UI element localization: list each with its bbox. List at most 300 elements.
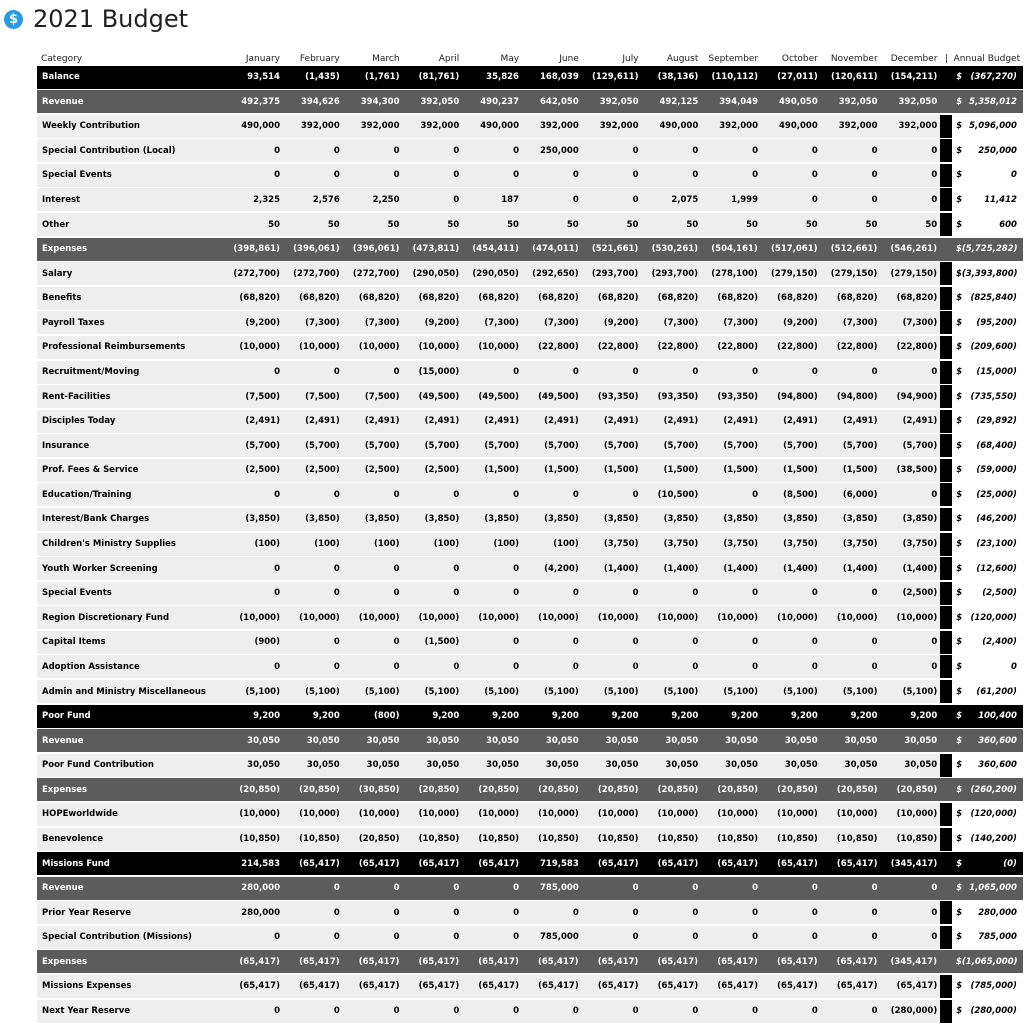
month-value: (22,800): [657, 342, 699, 353]
month-value: 0: [274, 367, 280, 378]
month-value: 1,999: [731, 194, 758, 205]
table-row: [37, 901, 1023, 924]
month-value: (10,000): [836, 612, 878, 623]
column-divider: [940, 508, 952, 531]
column-divider: [940, 901, 952, 924]
month-value: 50: [387, 219, 400, 230]
month-value: 0: [572, 661, 579, 672]
month-value: 0: [632, 1006, 639, 1017]
month-value: (3,850): [902, 514, 938, 525]
month-value: 0: [453, 932, 460, 943]
table-row: [37, 434, 1023, 457]
month-value: (10,000): [657, 809, 699, 820]
annual-value: (260,200): [970, 784, 1017, 795]
month-value: 394,300: [360, 96, 400, 107]
subtotal-row: [37, 877, 1023, 900]
month-value: (5,100): [783, 686, 818, 697]
annual-budget-cell: [952, 729, 1023, 752]
currency-symbol: $: [956, 440, 963, 451]
month-value: 0: [632, 194, 639, 205]
month-value: (65,417): [597, 981, 639, 992]
month-value: (2,500): [305, 465, 340, 476]
month-value: (7,300): [544, 317, 579, 328]
annual-budget-cell: [952, 434, 1023, 457]
currency-symbol: $: [956, 416, 963, 427]
currency-symbol: $: [956, 858, 963, 869]
month-value: (398,861): [233, 244, 280, 255]
month-value: 0: [752, 145, 758, 156]
month-value: 0: [393, 883, 400, 894]
month-value: (1,400): [723, 563, 758, 574]
month-value: 0: [752, 1006, 758, 1017]
header-annual-budget: Annual Budget: [953, 54, 1021, 64]
month-value: 0: [632, 170, 639, 181]
currency-symbol: $: [956, 489, 963, 500]
month-value: (65,417): [418, 981, 460, 992]
month-value: 0: [811, 170, 818, 181]
month-value: 0: [572, 194, 579, 205]
table-row: [37, 606, 1023, 629]
month-value: (2,500): [245, 465, 280, 476]
month-value: (5,700): [245, 440, 280, 451]
month-value: 642,050: [540, 96, 579, 107]
month-value: (110,112): [711, 72, 758, 83]
column-divider: [940, 287, 952, 310]
month-value: 30,050: [725, 760, 758, 771]
annual-budget-cell: [952, 459, 1023, 482]
month-value: (65,417): [299, 956, 340, 967]
annual-value: 250,000: [978, 145, 1017, 156]
table-row: [37, 311, 1023, 334]
month-value: (345,417): [890, 858, 938, 869]
month-value: (2,491): [364, 416, 400, 427]
month-value: 0: [632, 637, 639, 648]
month-value: (293,700): [651, 268, 699, 279]
month-value: 392,000: [838, 121, 878, 132]
month-value: (65,417): [478, 981, 519, 992]
month-value: 0: [393, 170, 400, 181]
month-value: 0: [453, 145, 460, 156]
month-value: (2,491): [245, 416, 280, 427]
column-divider: [940, 90, 952, 113]
row-label: Revenue: [42, 735, 84, 746]
month-value: 0: [333, 170, 340, 181]
month-value: (20,850): [777, 784, 818, 795]
month-value: 0: [453, 883, 460, 894]
month-value: (22,800): [836, 342, 878, 353]
currency-symbol: $: [956, 834, 963, 844]
currency-symbol: $: [956, 72, 963, 83]
currency-symbol: $: [956, 711, 963, 722]
currency-symbol: $: [956, 981, 963, 992]
header-month: November: [830, 54, 878, 64]
month-value: (5,100): [364, 686, 400, 697]
month-value: 0: [274, 170, 280, 181]
table-row: [37, 459, 1023, 482]
month-value: (2,491): [544, 416, 579, 427]
month-value: (3,750): [783, 539, 818, 550]
month-value: 9,200: [551, 711, 579, 722]
annual-value: (2,400): [982, 637, 1017, 648]
annual-budget-cell: [952, 508, 1023, 531]
month-value: (65,417): [836, 981, 878, 992]
currency-symbol: $: [956, 883, 963, 894]
month-value: 0: [393, 588, 400, 599]
month-value: (7,500): [305, 391, 340, 402]
month-value: 0: [513, 661, 519, 672]
month-value: 0: [752, 170, 758, 181]
month-value: (65,417): [478, 956, 519, 967]
row-label: Expenses: [42, 784, 88, 795]
month-value: 0: [333, 588, 340, 599]
month-value: (3,850): [842, 514, 878, 525]
month-value: (10,000): [418, 342, 460, 353]
month-value: (10,850): [478, 834, 519, 844]
month-value: 0: [752, 588, 758, 599]
column-divider: [940, 213, 952, 236]
month-value: 30,050: [904, 735, 938, 746]
month-value: 0: [931, 170, 938, 181]
column-divider: [940, 754, 952, 777]
budget-table: [37, 49, 1023, 1023]
row-label: Disciples Today: [42, 416, 116, 427]
month-value: 0: [871, 661, 878, 672]
month-value: (1,500): [723, 465, 758, 476]
month-value: 0: [274, 563, 280, 574]
section-row: [37, 66, 1023, 89]
month-value: 0: [871, 588, 878, 599]
month-value: 0: [333, 932, 340, 943]
table-row: [37, 385, 1023, 408]
month-value: (1,435): [305, 72, 340, 83]
month-value: (5,100): [842, 686, 878, 697]
month-value: 30,050: [366, 735, 400, 746]
column-divider: [940, 139, 952, 162]
currency-symbol: $: [956, 342, 963, 353]
month-value: (9,200): [603, 317, 639, 328]
month-value: 0: [393, 661, 400, 672]
month-value: 0: [811, 367, 818, 378]
currency-symbol: $: [956, 96, 963, 107]
annual-value: (367,270): [970, 72, 1017, 83]
annual-value: 0: [1011, 661, 1017, 672]
month-value: 0: [393, 145, 400, 156]
month-value: (279,150): [890, 268, 937, 279]
month-value: 9,200: [492, 711, 519, 722]
month-value: (10,000): [239, 612, 280, 623]
month-value: (9,200): [245, 317, 280, 328]
annual-value: 1,065,000: [969, 883, 1017, 894]
month-value: (10,000): [358, 612, 400, 623]
column-divider: [940, 680, 952, 703]
column-divider: [940, 434, 952, 457]
month-value: (68,820): [896, 293, 938, 304]
month-value: 0: [752, 637, 758, 648]
month-value: 0: [333, 563, 340, 574]
month-value: (5,100): [603, 686, 639, 697]
month-value: (5,100): [305, 686, 340, 697]
column-divider: [940, 950, 952, 973]
column-divider: [940, 877, 952, 900]
row-label: Insurance: [42, 440, 90, 451]
annual-value: (29,892): [976, 416, 1017, 427]
month-value: (49,500): [478, 391, 519, 402]
currency-symbol: $: [956, 784, 963, 795]
month-value: (5,100): [484, 686, 519, 697]
table-row: [37, 1000, 1023, 1023]
annual-budget-cell: [952, 287, 1023, 310]
annual-budget-cell: [952, 852, 1023, 875]
month-value: 50: [805, 219, 818, 230]
month-value: 0: [632, 588, 639, 599]
month-value: (94,800): [777, 391, 818, 402]
month-value: 0: [572, 907, 579, 918]
month-value: (10,000): [299, 342, 340, 353]
row-label: Adoption Assistance: [42, 661, 140, 672]
month-value: 490,000: [480, 121, 519, 132]
table-row: [37, 533, 1023, 556]
table-row: [37, 262, 1023, 285]
annual-value: (0): [1003, 858, 1017, 869]
currency-symbol: $: [955, 244, 962, 255]
month-value: (10,500): [657, 489, 699, 500]
month-value: 0: [752, 489, 758, 500]
annual-value: (68,400): [976, 440, 1017, 451]
month-value: 9,200: [910, 711, 938, 722]
month-value: 0: [453, 563, 460, 574]
month-value: 0: [931, 145, 938, 156]
month-value: (10,000): [538, 612, 579, 623]
row-label: Admin and Ministry Miscellaneous: [42, 686, 206, 697]
month-value: 0: [513, 588, 519, 599]
table-row: [37, 680, 1023, 703]
column-divider: [940, 582, 952, 605]
row-label: Prior Year Reserve: [42, 907, 131, 918]
month-value: (10,850): [717, 834, 758, 844]
month-value: (10,000): [358, 342, 400, 353]
table-row: [37, 410, 1023, 433]
month-value: (9,200): [424, 317, 460, 328]
month-value: (65,417): [836, 956, 878, 967]
month-value: (512,661): [830, 244, 878, 255]
month-value: (5,700): [663, 440, 699, 451]
annual-budget-cell: [952, 139, 1023, 162]
header-month: September: [708, 54, 759, 64]
month-value: 490,050: [779, 96, 818, 107]
currency-symbol: $: [956, 809, 963, 820]
month-value: (65,417): [777, 981, 818, 992]
month-value: 2,250: [372, 194, 400, 205]
month-value: (5,100): [663, 686, 699, 697]
month-value: 280,000: [241, 907, 280, 918]
row-label: Interest/Bank Charges: [42, 514, 150, 525]
currency-symbol: $: [956, 907, 963, 918]
row-label: Special Events: [42, 588, 112, 599]
month-value: (65,417): [776, 956, 818, 967]
month-value: 0: [752, 907, 758, 918]
annual-value: (46,200): [976, 514, 1017, 525]
month-value: (68,820): [717, 293, 758, 304]
month-value: 9,200: [432, 711, 460, 722]
month-value: 0: [513, 489, 519, 500]
month-value: 0: [393, 1006, 400, 1017]
annual-budget-cell: [952, 164, 1023, 187]
annual-budget-cell: [952, 680, 1023, 703]
month-value: 0: [333, 367, 340, 378]
row-label: Weekly Contribution: [42, 121, 140, 132]
month-value: (5,100): [245, 686, 280, 697]
month-value: 0: [333, 145, 340, 156]
month-value: 394,049: [719, 96, 758, 107]
column-divider: [940, 385, 952, 408]
month-value: (3,750): [663, 539, 699, 550]
month-value: 30,050: [486, 735, 519, 746]
month-value: (10,850): [896, 834, 938, 844]
annual-budget-cell: [952, 410, 1023, 433]
month-value: (5,700): [305, 440, 340, 451]
month-value: (22,800): [717, 342, 758, 353]
month-value: 392,000: [360, 121, 400, 132]
month-value: 0: [752, 883, 758, 894]
month-value: (10,850): [538, 834, 579, 844]
currency-symbol: $: [956, 121, 963, 132]
month-value: (65,417): [657, 981, 699, 992]
month-value: (1,500): [544, 465, 579, 476]
month-value: (3,750): [842, 539, 878, 550]
month-value: 0: [931, 194, 938, 205]
annual-budget-cell: [952, 213, 1023, 236]
month-value: (3,850): [603, 514, 639, 525]
month-value: (1,500): [603, 465, 639, 476]
month-value: 50: [626, 219, 639, 230]
month-value: 0: [871, 907, 878, 918]
month-value: 0: [333, 883, 340, 894]
month-value: 392,050: [420, 96, 460, 107]
currency-symbol: $: [956, 563, 963, 574]
month-value: (10,000): [478, 342, 519, 353]
table-body: [37, 66, 1023, 1023]
table-row: [37, 828, 1023, 851]
month-value: (3,850): [484, 514, 519, 525]
month-value: 0: [333, 489, 340, 500]
row-label: Other: [42, 219, 70, 230]
column-divider: [940, 483, 952, 506]
month-value: (10,850): [299, 834, 340, 844]
annual-value: 785,000: [978, 932, 1017, 943]
header-category: Category: [41, 54, 83, 64]
column-divider: [940, 459, 952, 482]
currency-symbol: $: [956, 219, 963, 230]
month-value: (290,050): [472, 268, 519, 279]
column-divider: [940, 705, 952, 728]
month-value: (93,350): [597, 391, 639, 402]
month-value: 214,583: [241, 858, 280, 869]
month-value: (272,700): [233, 268, 280, 279]
month-value: (1,500): [663, 465, 699, 476]
month-value: (65,417): [239, 956, 280, 967]
month-value: 0: [632, 367, 639, 378]
month-value: 392,000: [420, 121, 460, 132]
month-value: 0: [692, 661, 699, 672]
table-row: [37, 287, 1023, 310]
month-value: 50: [268, 219, 280, 230]
annual-budget-cell: [952, 926, 1023, 949]
annual-value: 360,600: [978, 735, 1017, 746]
month-value: (49,500): [538, 391, 579, 402]
month-value: (65,417): [538, 981, 579, 992]
month-value: (49,500): [418, 391, 460, 402]
header-month: October: [781, 54, 818, 64]
month-value: 2,075: [671, 194, 699, 205]
month-value: (22,800): [597, 342, 639, 353]
month-value: (2,491): [484, 416, 519, 427]
table-row: [37, 926, 1023, 949]
month-value: (272,700): [352, 268, 400, 279]
month-value: (5,700): [842, 440, 878, 451]
month-value: (20,850): [478, 784, 519, 795]
annual-budget-cell: [952, 533, 1023, 556]
month-value: (6,000): [842, 489, 878, 500]
month-value: 392,000: [599, 121, 639, 132]
month-value: (20,850): [717, 784, 758, 795]
month-value: (20,850): [239, 784, 280, 795]
month-value: 50: [447, 219, 460, 230]
month-value: 0: [692, 907, 699, 918]
annual-value: (825,840): [970, 293, 1017, 304]
annual-value: (15,000): [976, 367, 1017, 378]
month-value: 0: [692, 367, 699, 378]
month-value: 30,050: [426, 735, 460, 746]
month-value: (396,061): [293, 244, 340, 255]
month-value: (7,300): [723, 317, 758, 328]
annual-value: (1,065,000): [961, 956, 1018, 967]
month-value: 30,050: [904, 760, 938, 771]
month-value: 392,050: [898, 96, 938, 107]
month-value: 168,039: [540, 72, 579, 83]
annual-budget-cell: [952, 90, 1023, 113]
month-value: (10,000): [896, 612, 938, 623]
header-month: January: [245, 54, 280, 64]
month-value: 0: [274, 489, 280, 500]
currency-symbol: $: [956, 317, 963, 328]
month-value: (292,650): [532, 268, 579, 279]
annual-value: (3,393,800): [961, 268, 1018, 279]
month-value: (290,050): [412, 268, 460, 279]
annual-budget-cell: [952, 311, 1023, 334]
currency-symbol: $: [956, 539, 963, 550]
table-row: [37, 164, 1023, 187]
month-value: 0: [513, 563, 519, 574]
annual-budget-cell: [952, 901, 1023, 924]
month-value: (65,417): [597, 956, 639, 967]
annual-budget-cell: [952, 778, 1023, 801]
column-divider: [940, 828, 952, 851]
month-value: 490,237: [480, 96, 519, 107]
month-value: (27,011): [777, 72, 818, 83]
row-label: Missions Expenses: [42, 981, 132, 992]
month-value: 50: [925, 219, 938, 230]
month-value: 0: [811, 1006, 818, 1017]
month-value: (22,800): [777, 342, 818, 353]
month-value: 0: [453, 194, 460, 205]
month-value: (65,417): [239, 981, 280, 992]
month-value: 0: [752, 661, 758, 672]
annual-budget-cell: [952, 262, 1023, 285]
month-value: (7,500): [245, 391, 280, 402]
month-value: 0: [811, 588, 818, 599]
month-value: 0: [871, 145, 878, 156]
annual-budget-cell: [952, 483, 1023, 506]
